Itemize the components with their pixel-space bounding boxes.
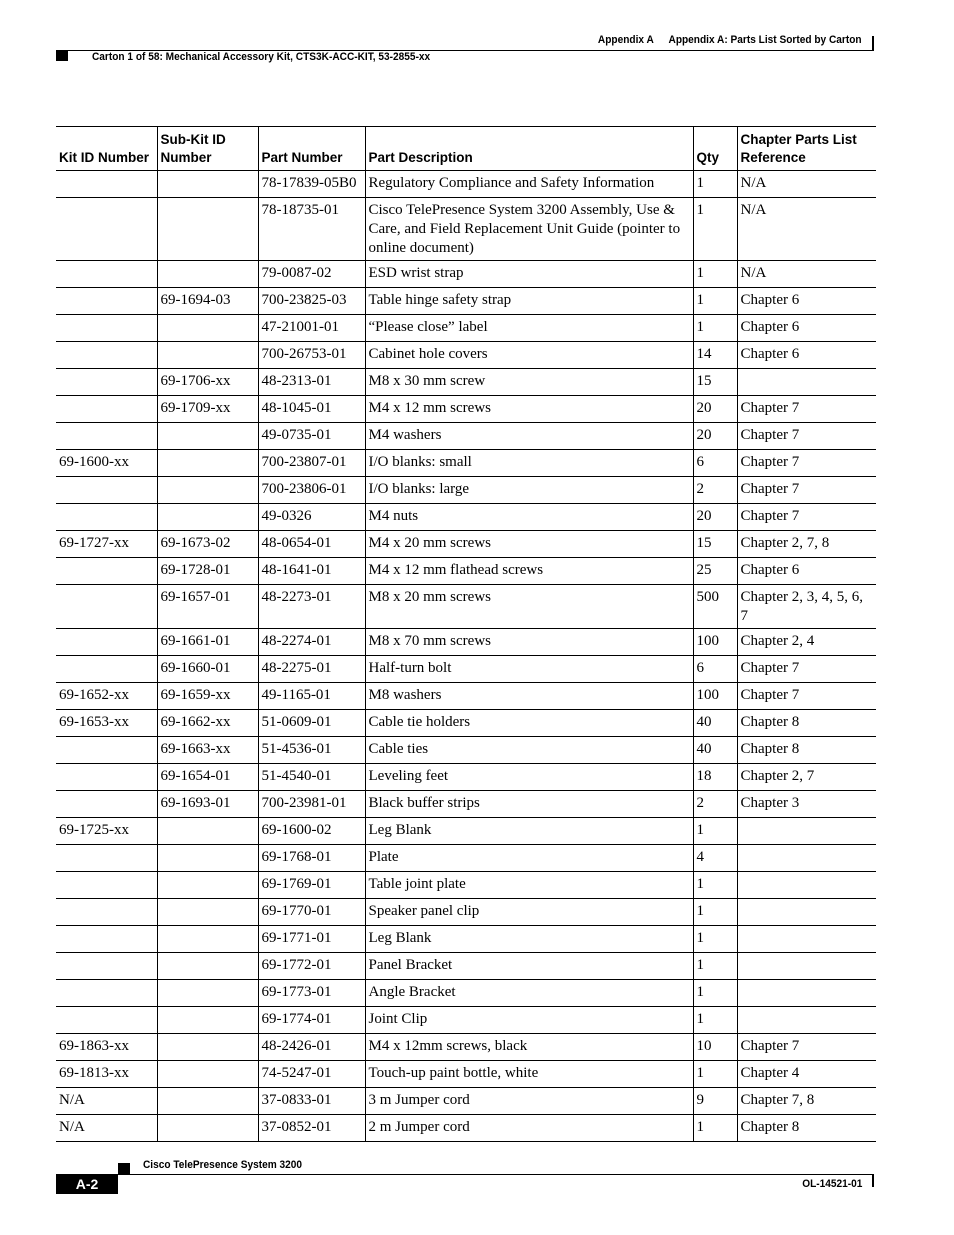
parts-table-body: [56, 171, 876, 1142]
sub-kit-id-cell: 69-1709-xx: [157, 396, 258, 423]
sub-kit-id-cell: [157, 1088, 258, 1115]
chapter-reference-cell: Chapter 6: [737, 288, 876, 315]
table-row: [56, 531, 876, 558]
qty-cell: 2: [693, 791, 737, 818]
sub-kit-id-cell: [157, 818, 258, 845]
table-row: [56, 926, 876, 953]
sub-kit-id-cell: 69-1706-xx: [157, 369, 258, 396]
chapter-reference-cell: N/A: [737, 198, 876, 261]
qty-cell: 1: [693, 198, 737, 261]
part-description-cell: Cable tie holders: [365, 710, 693, 737]
part-description-cell: Leg Blank: [365, 926, 693, 953]
chapter-reference-cell: Chapter 8: [737, 710, 876, 737]
sub-kit-id-cell: 69-1661-01: [157, 629, 258, 656]
footer-block-marker: [118, 1163, 130, 1174]
part-description-cell: Cisco TelePresence System 3200 Assembly, Use & Care, and Field Replacement Unit Guide (pointer to online document): [365, 198, 693, 261]
chapter-reference-cell: Chapter 3: [737, 791, 876, 818]
part-number-cell: 700-23806-01: [258, 477, 365, 504]
qty-cell: 1: [693, 980, 737, 1007]
table-row: [56, 261, 876, 288]
part-description-cell: I/O blanks: small: [365, 450, 693, 477]
part-number-cell: 48-2273-01: [258, 585, 365, 629]
chapter-reference-cell: Chapter 7: [737, 1034, 876, 1061]
part-number-cell: 48-0654-01: [258, 531, 365, 558]
part-description-cell: I/O blanks: large: [365, 477, 693, 504]
qty-cell: 2: [693, 477, 737, 504]
part-number-cell: 48-2274-01: [258, 629, 365, 656]
sub-kit-id-cell: [157, 504, 258, 531]
table-row: [56, 1007, 876, 1034]
part-description-cell: M8 washers: [365, 683, 693, 710]
appendix-label: Appendix A: [598, 34, 655, 46]
qty-cell: 100: [693, 629, 737, 656]
qty-cell: 1: [693, 261, 737, 288]
qty-cell: 6: [693, 656, 737, 683]
qty-cell: 4: [693, 845, 737, 872]
table-row: [56, 504, 876, 531]
part-number-cell: 37-0833-01: [258, 1088, 365, 1115]
chapter-reference-cell: Chapter 7: [737, 656, 876, 683]
part-number-cell: 48-2426-01: [258, 1034, 365, 1061]
chapter-reference-cell: Chapter 7: [737, 396, 876, 423]
chapter-reference-cell: [737, 899, 876, 926]
qty-cell: 6: [693, 450, 737, 477]
kit-id-cell: [56, 737, 157, 764]
qty-cell: 1: [693, 872, 737, 899]
kit-id-cell: 69-1652-xx: [56, 683, 157, 710]
part-description-cell: M8 x 70 mm screws: [365, 629, 693, 656]
chapter-reference-cell: Chapter 2, 7: [737, 764, 876, 791]
chapter-reference-cell: N/A: [737, 171, 876, 198]
table-header-row: [56, 127, 876, 171]
chapter-reference-cell: Chapter 7: [737, 477, 876, 504]
header-rule-marker: [872, 36, 874, 50]
qty-cell: 40: [693, 737, 737, 764]
kit-id-cell: [56, 396, 157, 423]
sub-kit-id-cell: [157, 845, 258, 872]
part-description-cell: M4 nuts: [365, 504, 693, 531]
part-number-cell: 49-0326: [258, 504, 365, 531]
running-header: [598, 34, 862, 46]
part-description-cell: Speaker panel clip: [365, 899, 693, 926]
part-number-cell: 51-4536-01: [258, 737, 365, 764]
qty-cell: 18: [693, 764, 737, 791]
part-description-cell: Black buffer strips: [365, 791, 693, 818]
table-row: [56, 585, 876, 629]
qty-cell: 1: [693, 1007, 737, 1034]
carton-title: Carton 1 of 58: Mechanical Accessory Kit, CTS3K-ACC-KIT, 53-2855-xx: [92, 51, 431, 63]
qty-cell: 1: [693, 899, 737, 926]
chapter-reference-cell: Chapter 7: [737, 504, 876, 531]
kit-id-cell: [56, 899, 157, 926]
part-number-cell: 700-23981-01: [258, 791, 365, 818]
chapter-reference-cell: [737, 872, 876, 899]
sub-kit-id-cell: [157, 980, 258, 1007]
qty-cell: 15: [693, 531, 737, 558]
qty-cell: 1: [693, 288, 737, 315]
kit-id-cell: [56, 926, 157, 953]
table-row: [56, 818, 876, 845]
table-row: [56, 1115, 876, 1142]
table-row: [56, 629, 876, 656]
qty-cell: 14: [693, 342, 737, 369]
kit-id-cell: 69-1863-xx: [56, 1034, 157, 1061]
part-description-cell: ESD wrist strap: [365, 261, 693, 288]
kit-id-cell: 69-1653-xx: [56, 710, 157, 737]
chapter-reference-cell: [737, 1007, 876, 1034]
sub-kit-id-cell: 69-1673-02: [157, 531, 258, 558]
chapter-reference-cell: [737, 926, 876, 953]
part-number-cell: 48-2313-01: [258, 369, 365, 396]
sub-kit-id-cell: [157, 315, 258, 342]
part-description-cell: Table joint plate: [365, 872, 693, 899]
part-number-cell: 51-4540-01: [258, 764, 365, 791]
chapter-reference-cell: Chapter 2, 7, 8: [737, 531, 876, 558]
table-row: [56, 198, 876, 261]
part-number-cell: 69-1768-01: [258, 845, 365, 872]
table-row: [56, 288, 876, 315]
sub-kit-id-cell: 69-1657-01: [157, 585, 258, 629]
sub-kit-id-cell: [157, 926, 258, 953]
qty-cell: 20: [693, 423, 737, 450]
kit-id-cell: [56, 558, 157, 585]
chapter-reference-cell: Chapter 6: [737, 558, 876, 585]
qty-cell: 1: [693, 926, 737, 953]
kit-id-cell: [56, 872, 157, 899]
table-row: [56, 683, 876, 710]
sub-kit-id-cell: [157, 1061, 258, 1088]
sub-kit-id-cell: [157, 1115, 258, 1142]
part-description-cell: M4 x 20 mm screws: [365, 531, 693, 558]
table-row: [56, 342, 876, 369]
sub-kit-id-cell: 69-1662-xx: [157, 710, 258, 737]
qty-cell: 1: [693, 953, 737, 980]
part-number-cell: 47-21001-01: [258, 315, 365, 342]
table-row: [56, 791, 876, 818]
chapter-reference-cell: Chapter 7: [737, 423, 876, 450]
qty-cell: 1: [693, 1061, 737, 1088]
qty-cell: 1: [693, 315, 737, 342]
document-number: OL-14521-01: [801, 1178, 862, 1190]
kit-id-cell: [56, 423, 157, 450]
qty-cell: 15: [693, 369, 737, 396]
sub-kit-id-cell: 69-1659-xx: [157, 683, 258, 710]
part-number-cell: 69-1772-01: [258, 953, 365, 980]
chapter-reference-cell: Chapter 6: [737, 342, 876, 369]
chapter-reference-cell: Chapter 7: [737, 683, 876, 710]
kit-id-cell: [56, 980, 157, 1007]
chapter-reference-cell: Chapter 8: [737, 1115, 876, 1142]
part-description-cell: Cable ties: [365, 737, 693, 764]
table-row: [56, 558, 876, 585]
sub-kit-id-cell: [157, 1034, 258, 1061]
part-description-cell: Leveling feet: [365, 764, 693, 791]
col-part-description-header: Part Description: [365, 127, 693, 171]
part-number-cell: 69-1769-01: [258, 872, 365, 899]
part-number-cell: 69-1774-01: [258, 1007, 365, 1034]
kit-id-cell: [56, 1007, 157, 1034]
sub-kit-id-cell: 69-1654-01: [157, 764, 258, 791]
part-description-cell: M4 washers: [365, 423, 693, 450]
qty-cell: 25: [693, 558, 737, 585]
table-row: [56, 396, 876, 423]
part-number-cell: 49-1165-01: [258, 683, 365, 710]
sub-kit-id-cell: [157, 450, 258, 477]
chapter-reference-cell: Chapter 8: [737, 737, 876, 764]
qty-cell: 20: [693, 396, 737, 423]
sub-kit-id-cell: 69-1663-xx: [157, 737, 258, 764]
kit-id-cell: [56, 261, 157, 288]
part-number-cell: 48-1641-01: [258, 558, 365, 585]
sub-kit-id-cell: [157, 171, 258, 198]
kit-id-cell: [56, 315, 157, 342]
qty-cell: 10: [693, 1034, 737, 1061]
chapter-reference-cell: Chapter 6: [737, 315, 876, 342]
part-number-cell: 78-18735-01: [258, 198, 365, 261]
col-qty-header: Qty: [693, 127, 737, 171]
table-row: [56, 450, 876, 477]
parts-table: [56, 126, 876, 1142]
qty-cell: 100: [693, 683, 737, 710]
part-description-cell: Angle Bracket: [365, 980, 693, 1007]
kit-id-cell: [56, 585, 157, 629]
part-description-cell: Table hinge safety strap: [365, 288, 693, 315]
kit-id-cell: [56, 629, 157, 656]
sub-kit-id-cell: [157, 477, 258, 504]
kit-id-cell: [56, 342, 157, 369]
kit-id-cell: [56, 791, 157, 818]
chapter-reference-cell: Chapter 4: [737, 1061, 876, 1088]
chapter-reference-cell: Chapter 2, 4: [737, 629, 876, 656]
part-description-cell: Plate: [365, 845, 693, 872]
qty-cell: 40: [693, 710, 737, 737]
col-kit-id-header: Kit ID Number: [56, 127, 157, 171]
qty-cell: 1: [693, 1115, 737, 1142]
kit-id-cell: [56, 845, 157, 872]
chapter-reference-cell: [737, 980, 876, 1007]
part-number-cell: 700-23825-03: [258, 288, 365, 315]
part-description-cell: Half-turn bolt: [365, 656, 693, 683]
sub-kit-id-cell: [157, 1007, 258, 1034]
part-number-cell: 37-0852-01: [258, 1115, 365, 1142]
part-description-cell: Touch-up paint bottle, white: [365, 1061, 693, 1088]
table-row: [56, 315, 876, 342]
part-number-cell: 69-1773-01: [258, 980, 365, 1007]
part-description-cell: M4 x 12mm screws, black: [365, 1034, 693, 1061]
table-row: [56, 980, 876, 1007]
sub-kit-id-cell: [157, 342, 258, 369]
table-row: [56, 737, 876, 764]
kit-id-cell: [56, 477, 157, 504]
part-number-cell: 700-23807-01: [258, 450, 365, 477]
part-description-cell: Panel Bracket: [365, 953, 693, 980]
kit-id-cell: [56, 656, 157, 683]
part-number-cell: 700-26753-01: [258, 342, 365, 369]
part-description-cell: 2 m Jumper cord: [365, 1115, 693, 1142]
table-row: [56, 423, 876, 450]
kit-id-cell: [56, 369, 157, 396]
part-description-cell: M8 x 20 mm screws: [365, 585, 693, 629]
qty-cell: 500: [693, 585, 737, 629]
table-row: [56, 1061, 876, 1088]
part-description-cell: Regulatory Compliance and Safety Information: [365, 171, 693, 198]
kit-id-cell: 69-1813-xx: [56, 1061, 157, 1088]
kit-id-cell: [56, 171, 157, 198]
kit-id-cell: [56, 764, 157, 791]
part-description-cell: 3 m Jumper cord: [365, 1088, 693, 1115]
qty-cell: 20: [693, 504, 737, 531]
chapter-reference-cell: [737, 369, 876, 396]
table-row: [56, 369, 876, 396]
sub-kit-id-cell: [157, 899, 258, 926]
table-row: [56, 710, 876, 737]
chapter-reference-cell: Chapter 7, 8: [737, 1088, 876, 1115]
col-part-number-header: Part Number: [258, 127, 365, 171]
chapter-reference-cell: [737, 845, 876, 872]
kit-id-cell: [56, 953, 157, 980]
footer-rule-marker: [872, 1175, 874, 1187]
part-description-cell: M8 x 30 mm screw: [365, 369, 693, 396]
col-sub-kit-id-header: Sub-Kit ID Number: [157, 127, 258, 171]
table-row: [56, 764, 876, 791]
sub-kit-id-cell: [157, 953, 258, 980]
part-description-cell: Cabinet hole covers: [365, 342, 693, 369]
part-description-cell: Leg Blank: [365, 818, 693, 845]
part-number-cell: 74-5247-01: [258, 1061, 365, 1088]
sub-kit-id-cell: [157, 261, 258, 288]
table-row: [56, 872, 876, 899]
part-number-cell: 69-1600-02: [258, 818, 365, 845]
chapter-reference-cell: [737, 818, 876, 845]
table-row: [56, 845, 876, 872]
kit-id-cell: [56, 198, 157, 261]
sub-kit-id-cell: [157, 872, 258, 899]
chapter-reference-cell: N/A: [737, 261, 876, 288]
part-number-cell: 49-0735-01: [258, 423, 365, 450]
sub-kit-id-cell: 69-1728-01: [157, 558, 258, 585]
part-number-cell: 79-0087-02: [258, 261, 365, 288]
kit-id-cell: [56, 504, 157, 531]
footer-rule: [118, 1174, 874, 1175]
qty-cell: 9: [693, 1088, 737, 1115]
part-number-cell: 48-2275-01: [258, 656, 365, 683]
part-description-cell: “Please close” label: [365, 315, 693, 342]
chapter-reference-cell: Chapter 7: [737, 450, 876, 477]
table-row: [56, 1034, 876, 1061]
kit-id-cell: N/A: [56, 1115, 157, 1142]
sub-kit-id-cell: [157, 198, 258, 261]
table-row: [56, 1088, 876, 1115]
part-number-cell: 69-1770-01: [258, 899, 365, 926]
sub-kit-id-cell: 69-1660-01: [157, 656, 258, 683]
col-chapter-reference-header: Chapter Parts List Reference: [737, 127, 876, 171]
section-title: Appendix A: Parts List Sorted by Carton: [668, 34, 862, 46]
table-row: [56, 953, 876, 980]
kit-id-cell: [56, 288, 157, 315]
table-row: [56, 171, 876, 198]
kit-id-cell: 69-1727-xx: [56, 531, 157, 558]
part-number-cell: 69-1771-01: [258, 926, 365, 953]
footer-product: Cisco TelePresence System 3200: [143, 1159, 303, 1171]
part-number-cell: 48-1045-01: [258, 396, 365, 423]
chapter-reference-cell: Chapter 2, 3, 4, 5, 6, 7: [737, 585, 876, 629]
table-row: [56, 477, 876, 504]
part-number-cell: 78-17839-05B0: [258, 171, 365, 198]
kit-id-cell: 69-1600-xx: [56, 450, 157, 477]
kit-id-cell: 69-1725-xx: [56, 818, 157, 845]
chapter-reference-cell: [737, 953, 876, 980]
table-row: [56, 656, 876, 683]
header-block-marker: [56, 51, 68, 61]
sub-kit-id-cell: 69-1693-01: [157, 791, 258, 818]
qty-cell: 1: [693, 171, 737, 198]
sub-kit-id-cell: 69-1694-03: [157, 288, 258, 315]
qty-cell: 1: [693, 818, 737, 845]
sub-kit-id-cell: [157, 423, 258, 450]
part-description-cell: Joint Clip: [365, 1007, 693, 1034]
page-number: A-2: [56, 1174, 118, 1194]
part-number-cell: 51-0609-01: [258, 710, 365, 737]
part-description-cell: M4 x 12 mm screws: [365, 396, 693, 423]
kit-id-cell: N/A: [56, 1088, 157, 1115]
part-description-cell: M4 x 12 mm flathead screws: [365, 558, 693, 585]
table-row: [56, 899, 876, 926]
